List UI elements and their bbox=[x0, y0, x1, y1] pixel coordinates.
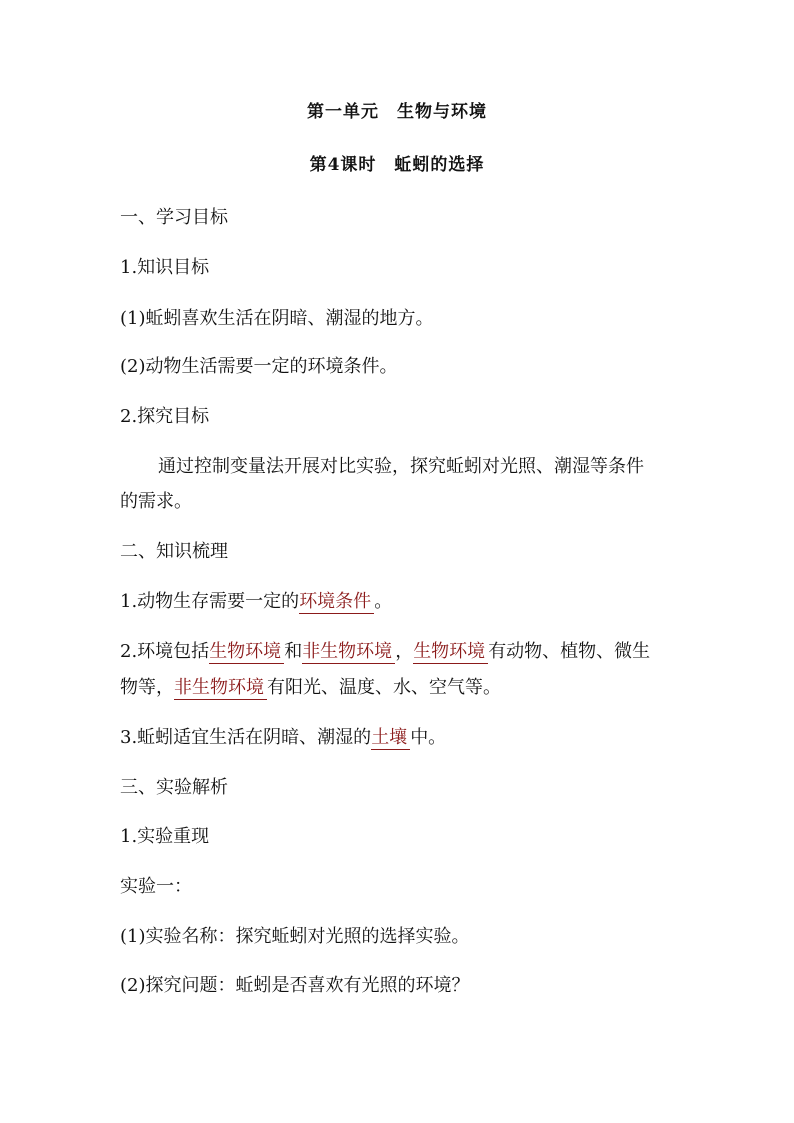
text-segment: 有动物、植物、微生 bbox=[488, 641, 651, 662]
text-segment: 中。 bbox=[410, 727, 447, 748]
fill-in-answer: 生物环境 bbox=[413, 641, 488, 664]
text-segment: 2.环境包括 bbox=[120, 641, 210, 662]
knowledge-point-2-line-1 bbox=[120, 640, 650, 664]
text-segment: 。 bbox=[374, 591, 393, 612]
fill-in-answer: 生物环境 bbox=[209, 641, 284, 664]
fill-in-answer: 非生物环境 bbox=[302, 641, 395, 664]
knowledge-point-1 bbox=[120, 590, 392, 614]
inquiry-goal-text-line-2: 的需求。 bbox=[120, 491, 192, 512]
text-segment: 物等， bbox=[120, 677, 174, 698]
text-segment: 1.动物生存需要一定的 bbox=[120, 591, 300, 612]
experiment-subheading: 1.实验重现 bbox=[120, 826, 210, 847]
knowledge-goal-item-2: (2)动物生活需要一定的环境条件。 bbox=[120, 356, 398, 377]
text-segment: 3.蚯蚓适宜生活在阴暗、潮湿的 bbox=[120, 727, 372, 748]
knowledge-point-3 bbox=[120, 726, 446, 750]
lesson-title: 第4课时 蚯蚓的选择 bbox=[309, 155, 485, 175]
knowledge-goal-item-1: (1)蚯蚓喜欢生活在阴暗、潮湿的地方。 bbox=[120, 308, 434, 329]
section-heading-goals: 一、学习目标 bbox=[120, 207, 228, 228]
inquiry-goal-heading: 2.探究目标 bbox=[120, 406, 210, 427]
fill-in-answer: 土壤 bbox=[371, 727, 410, 750]
unit-title: 第一单元 生物与环境 bbox=[307, 102, 487, 122]
experiment-one-label: 实验一： bbox=[120, 876, 192, 897]
section-heading-experiment: 三、实验解析 bbox=[120, 777, 228, 798]
text-segment: ， bbox=[395, 641, 414, 662]
knowledge-point-2-line-2 bbox=[120, 676, 501, 700]
text-segment: 有阳光、温度、水、空气等。 bbox=[267, 677, 501, 698]
experiment-question: (2)探究问题：蚯蚓是否喜欢有光照的环境？ bbox=[120, 975, 470, 996]
experiment-name: (1)实验名称：探究蚯蚓对光照的选择实验。 bbox=[120, 926, 470, 947]
knowledge-goal-heading: 1.知识目标 bbox=[120, 257, 210, 278]
text-segment: 和 bbox=[284, 641, 303, 662]
fill-in-answer: 非生物环境 bbox=[174, 677, 267, 700]
inquiry-goal-text-line-1: 通过控制变量法开展对比实验，探究蚯蚓对光照、潮湿等条件 bbox=[158, 456, 644, 477]
section-heading-knowledge: 二、知识梳理 bbox=[120, 541, 228, 562]
fill-in-answer: 环境条件 bbox=[299, 591, 374, 614]
